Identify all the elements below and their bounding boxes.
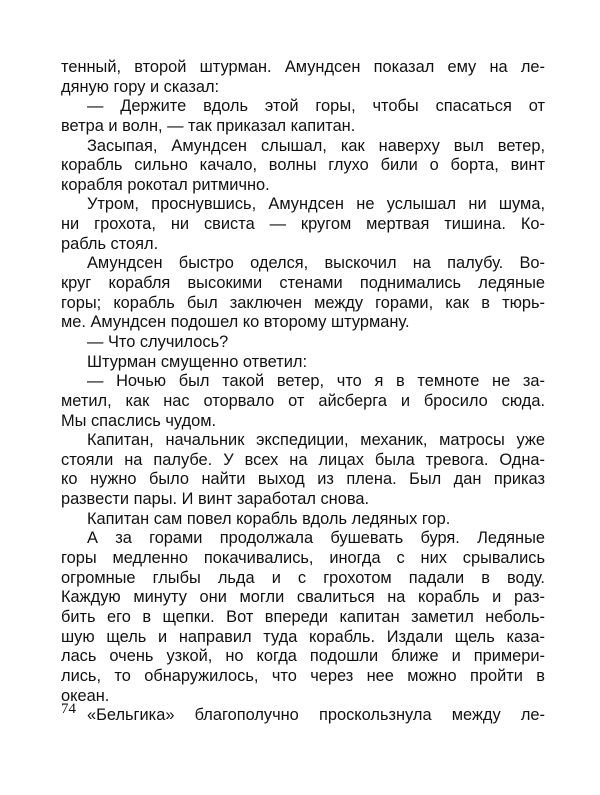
text-line: развести пары. И винт заработал снова. <box>61 490 370 509</box>
text-line: лась очень узкой, но когда подошли ближе и примери- <box>61 647 545 666</box>
page-number: 74 <box>61 701 76 717</box>
text-line: А за горами продолжала бушевать буря. Ледяные <box>87 529 545 548</box>
text-line: рабль стоял. <box>61 234 159 253</box>
text-line: Штурман смущенно ответил: <box>87 352 308 371</box>
text-line: ветра и волн, — так приказал капитан. <box>61 116 356 135</box>
text-line: «Бельгика» благополучно проскользнула между ле- <box>87 706 545 725</box>
text-line: ме. Амундсен подошел ко второму штурману. <box>61 313 410 332</box>
text-line: Каждую минуту они могли свалиться на корабль и раз- <box>61 588 545 607</box>
text-line: горы медленно покачивались, иногда с них срывались <box>61 549 545 568</box>
text-line: — Что случилось? <box>87 332 229 351</box>
body-text <box>61 58 545 726</box>
text-line: ни грохота, ни свиста — кругом мертвая тишина. Ко- <box>61 215 545 234</box>
text-line: Капитан, начальник экспедиции, механик, матросы уже <box>87 431 545 450</box>
text-line: Амундсен быстро оделся, выскочил на палубу. Во- <box>87 254 545 273</box>
text-line: — Ночью был такой ветер, что я в темноте не за- <box>87 372 545 391</box>
text-line: корабля рокотал ритмично. <box>61 175 270 194</box>
text-line: Мы спаслись чудом. <box>61 411 217 430</box>
text-line: огромные глыбы льда и с грохотом падали в воду. <box>61 568 545 587</box>
text-line: корабль сильно качало, волны глухо били о борта, винт <box>61 156 545 175</box>
text-line: тенный, второй штурман. Амундсен показал ему на ле- <box>61 58 545 76</box>
text-line: стояли на палубе. У всех на лицах была тревога. Одна- <box>61 450 545 469</box>
text-line: бить его в щепки. Вот впереди капитан заметил неболь- <box>61 607 545 626</box>
text-line: метил, как нас оторвало от айсберга и бросило сюда. <box>61 391 545 410</box>
text-line: — Держите вдоль этой горы, чтобы спасаться от <box>87 97 545 116</box>
text-line: океан. <box>61 686 110 705</box>
text-line: дяную гору и сказал: <box>61 77 220 96</box>
text-line: Утром, проснувшись, Амундсен не услышал ни шума, <box>87 195 545 214</box>
text-line: лись, то обнаружилось, что через нее можно пройти в <box>61 666 545 685</box>
text-line: Капитан сам повел корабль вдоль ледяных гор. <box>87 509 451 528</box>
text-line: Засыпая, Амундсен слышал, как наверху выл ветер, <box>87 136 545 155</box>
text-line: ко нужно было найти выход из плена. Был дан приказ <box>61 470 545 489</box>
text-line: круг корабля высокими стенами поднимались ледяные <box>61 274 545 293</box>
text-line: шую щель и направил туда корабль. Издали щель каза- <box>61 627 545 646</box>
text-line: горы; корабль был заключен между горами, как в тюрь- <box>61 293 545 312</box>
